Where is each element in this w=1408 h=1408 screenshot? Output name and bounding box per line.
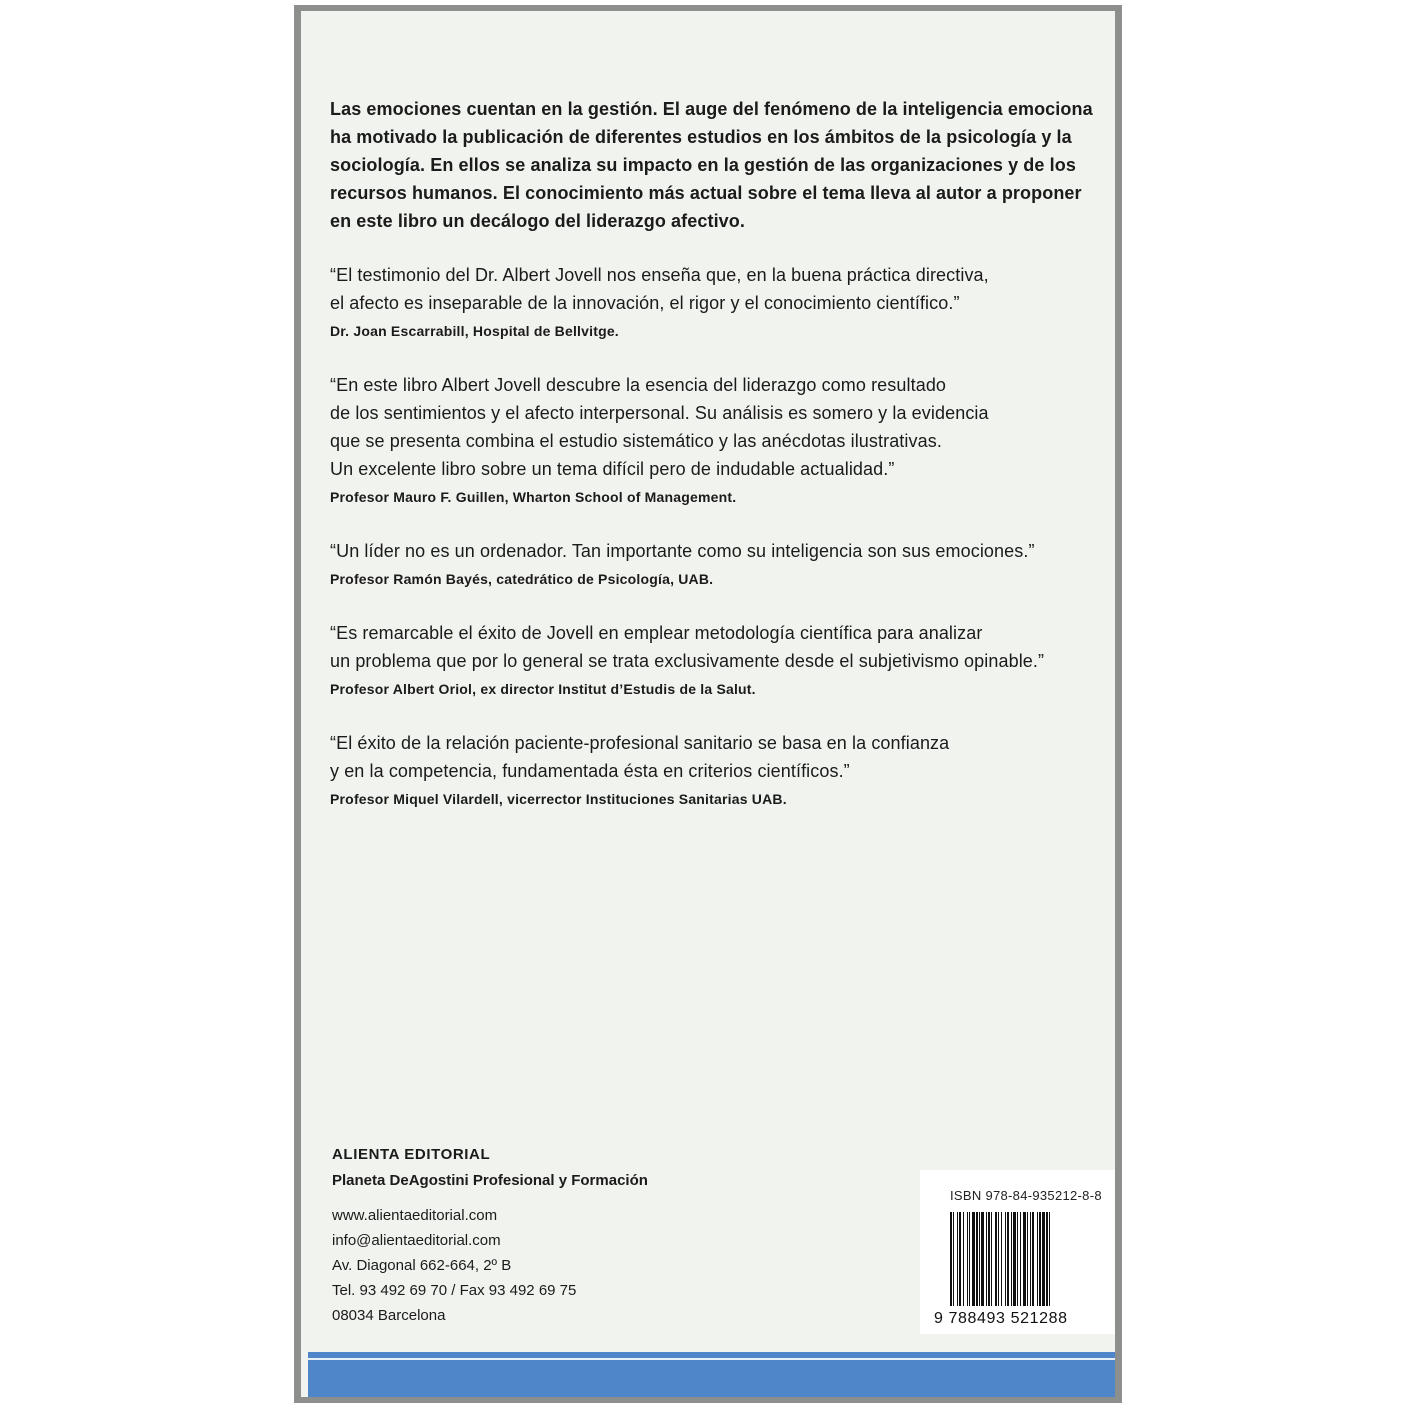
publisher-email: info@alientaeditorial.com (332, 1232, 501, 1249)
quote-4-author: Profesor Albert Oriol, ex director Institut d’Estudis de la Salut. (330, 681, 756, 697)
barcode-bar (1049, 1212, 1050, 1306)
barcode-bar (957, 1212, 958, 1306)
quote-5-text: “El éxito de la relación paciente-profesional sanitario se basa en la confianza y en la competencia, fundamentada ésta en criterios científicos.” (330, 733, 950, 781)
book-back-cover (294, 5, 1122, 1403)
intro-paragraph: Las emociones cuentan en la gestión. El auge del fenómeno de la inteligencia emociona ha motivado la publicación de diferentes estudios en los ámbitos de la psicología y la sociología. En ellos se analiza su impacto en la gestión de las organizaciones y de los recursos humanos. El conocimiento más actual sobre el tema lleva al autor a proponer en este libro un decálogo del liderazgo afectivo. (330, 99, 1093, 231)
quote-2-author: Profesor Mauro F. Guillen, Wharton School of Management. (330, 489, 737, 505)
barcode-bar (988, 1212, 990, 1306)
barcode-bar (1001, 1212, 1002, 1306)
barcode-bar (969, 1212, 970, 1306)
barcode-bar (1007, 1212, 1009, 1306)
cover-text (330, 95, 1115, 839)
quote-1-author: Dr. Joan Escarrabill, Hospital de Bellvitge. (330, 323, 619, 339)
barcode-bar (1013, 1212, 1016, 1306)
barcode-bar (972, 1212, 975, 1306)
barcode-bar (1039, 1212, 1041, 1306)
band-divider-line (308, 1358, 1115, 1360)
cover-page (301, 11, 1115, 1397)
barcode-bar (1011, 1212, 1012, 1306)
barcode-bar (1020, 1212, 1021, 1306)
barcode-number: 9 788493 521288 (934, 1310, 1068, 1327)
barcode-bar (1023, 1212, 1026, 1306)
barcode-bar (959, 1212, 961, 1306)
publisher-website: www.alientaeditorial.com (332, 1207, 498, 1224)
barcode-bar (1017, 1212, 1018, 1306)
quote-5-author: Profesor Miquel Vilardell, vicerrector Instituciones Sanitarias UAB. (330, 791, 787, 807)
publisher-block (332, 1145, 648, 1328)
isbn-barcode-box (920, 1170, 1115, 1334)
quote-2-text: “En este libro Albert Jovell descubre la esencia del liderazgo como resultado de los sentimientos y el afecto interpersonal. Su análisis es somero y la evidencia que se presenta combina el estudio sistemático y las anécdotas ilustrativas. Un excelente libro sobre un tema difícil pero de indudable actualidad.” (330, 375, 989, 479)
barcode-bar (963, 1212, 964, 1306)
barcode-bar (1042, 1212, 1045, 1306)
barcode-bar (1032, 1212, 1034, 1306)
barcode-bar (995, 1212, 997, 1306)
quote-3-author: Profesor Ramón Bayés, catedrático de Psicología, UAB. (330, 571, 714, 587)
barcode-bar (976, 1212, 978, 1306)
quote-1-text: “El testimonio del Dr. Albert Jovell nos enseña que, en la buena práctica directiva, el afecto es inseparable de la innovación, el rigor y el conocimiento científico.” (330, 265, 989, 313)
quote-4-text: “Es remarcable el éxito de Jovell en emplear metodología científica para analizar un problema que por lo general se trata exclusivamente desde el subjetivismo opinable.” (330, 623, 1045, 671)
barcode-bar (1027, 1212, 1028, 1306)
barcode-bar (979, 1212, 980, 1306)
barcode-bar (981, 1212, 984, 1306)
barcode-image (950, 1212, 1104, 1306)
publisher-subtitle: Planeta DeAgostini Profesional y Formación (332, 1172, 648, 1189)
barcode-bar (991, 1212, 992, 1306)
barcode-bar (998, 1212, 999, 1306)
bottom-color-band (308, 1352, 1115, 1397)
barcode-bar (1037, 1212, 1038, 1306)
isbn-label: ISBN 978-84-935212-8-8 (950, 1188, 1102, 1203)
barcode-bar (950, 1212, 952, 1306)
publisher-phone: Tel. 93 492 69 70 / Fax 93 492 69 75 (332, 1282, 577, 1299)
barcode-bar (953, 1212, 954, 1306)
barcode-bar (1005, 1212, 1006, 1306)
publisher-name: ALIENTA EDITORIAL (332, 1146, 491, 1163)
barcode-bar (986, 1212, 987, 1306)
quote-3-text: “Un líder no es un ordenador. Tan importante como su inteligencia son sus emociones.” (330, 541, 1035, 561)
barcode-bar (967, 1212, 968, 1306)
barcode-bar (1046, 1212, 1048, 1306)
publisher-address: Av. Diagonal 662-664, 2º B (332, 1257, 512, 1274)
barcode-bar (1030, 1212, 1031, 1306)
publisher-city: 08034 Barcelona (332, 1307, 446, 1324)
